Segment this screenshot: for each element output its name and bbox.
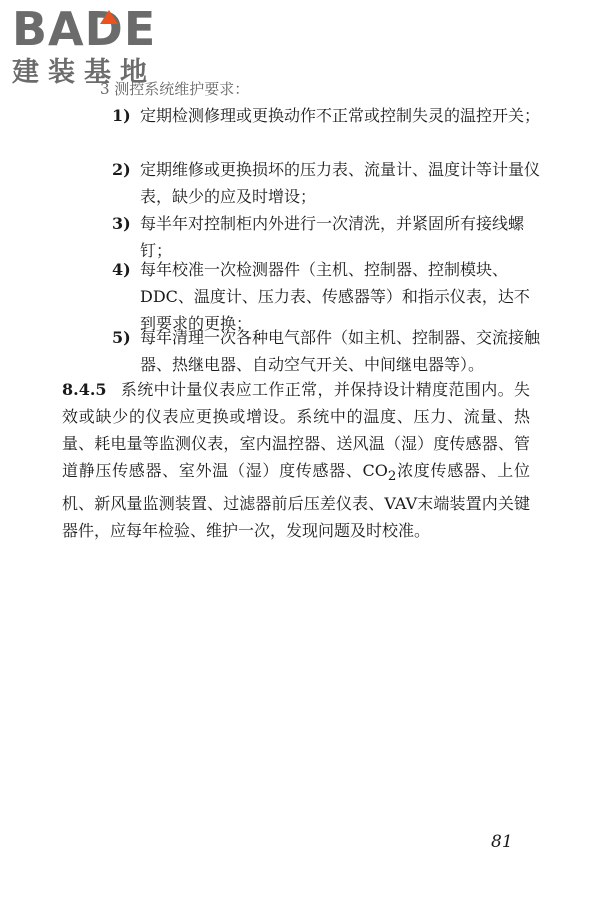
list-item-number: 5) <box>112 328 131 347</box>
clause-subscript: 2 <box>387 469 397 485</box>
section-heading: 3 测控系统维护要求： <box>100 80 250 98</box>
list-item-text: 每年校准一次检测器件（主机、控制器、控制模块、DDC、温度计、压力表、传感器等）和指示仪表，达不到要求的更换； <box>140 260 530 333</box>
list-item-number: 1) <box>112 106 131 125</box>
logo-wordmark: BADE <box>12 2 157 56</box>
clause-text-before: 系统中计量仪表应工作正常，并保持设计精度范围内。失效或缺少的仪表应更换或增设。系统中的温度、压力、流量、热量、耗电量等监测仪表，室内温控器、送风温（湿）度传感器、管道静压传感器、室外温（湿）度传感器、CO <box>62 380 530 480</box>
list-item-number: 4) <box>112 260 131 279</box>
list-item-text: 定期检测修理或更换动作不正常或控制失灵的温控开关； <box>140 106 541 125</box>
page-number: 81 <box>491 832 513 852</box>
list-item-text: 每半年对控制柜内外进行一次清洗，并紧固所有接线螺钉； <box>140 214 525 260</box>
list-item-text: 定期维修或更换损坏的压力表、流量计、温度计等计量仪表，缺少的应及时增设； <box>140 160 541 206</box>
logo-accent-triangle <box>100 10 118 24</box>
list-item-number: 2) <box>112 160 131 179</box>
list-item-number: 3) <box>112 214 131 233</box>
clause-paragraph <box>62 376 530 544</box>
clause-number: 8.4.5 <box>62 380 107 399</box>
logo-tagline: 建装基地 <box>12 57 156 88</box>
clause-text-after: 浓度传感器、上位机、新风量监测装置、过滤器前后压差仪表、VAV末端装置内关键器件，应每年检验、维护一次，发现问题及时校准。 <box>62 461 530 541</box>
list-item-text: 每年清理一次各种电气部件（如主机、控制器、交流接触器、热继电器、自动空气开关、中间继电器等）。 <box>140 328 541 374</box>
